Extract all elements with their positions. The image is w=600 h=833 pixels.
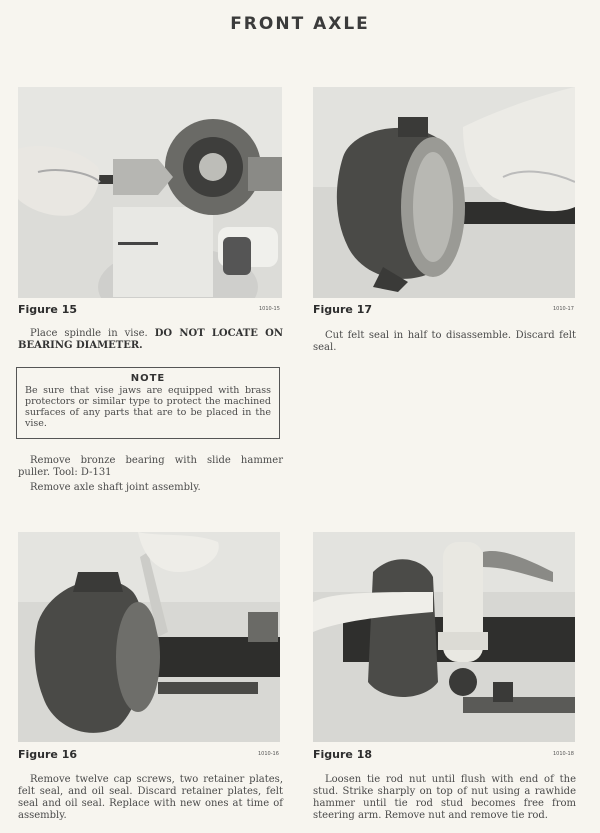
figure-15-intro: Place spindle in vise. [30,328,148,339]
page-title: FRONT AXLE [230,14,370,34]
figure-16-photo [18,532,280,742]
figure-18-photo [313,532,575,742]
figure-15-instruction [18,328,283,352]
figure-16-instruction [18,774,283,822]
figure-15-caption: Figure 15 [18,303,78,316]
figure-17-instruction [313,330,576,354]
figure-15-warning: DO NOT LOCATE ON BEARING DIAMETER. [18,328,283,351]
figure-15-step-1 [18,455,283,479]
figure-15-photo [18,87,282,298]
figure-15-step-2-text: Remove axle shaft joint assembly. [30,482,201,493]
note-box [16,367,280,439]
figure-16-caption: Figure 16 [18,748,78,761]
figure-17-photo [313,87,575,298]
figure-17-text: Cut felt seal in half to disassemble. Discard felt seal. [313,330,576,353]
figure-18-code: 1010-18 [553,751,574,757]
figure-18-instruction [313,774,576,822]
figure-16-text: Remove twelve cap screws, two retainer plates, felt seal, and oil seal. Discard retainer plates, felt seal and oil seal. Replace with new ones at time of assembly. [18,774,283,821]
note-title: NOTE [130,373,166,384]
figure-17-code: 1010-17 [553,306,574,312]
figure-15-code: 1010-15 [259,306,280,312]
figure-16-code: 1010-16 [258,751,279,757]
figure-15-step-2 [18,482,283,494]
note-text: Be sure that vise jaws are equipped with brass protectors or similar type to protect the machined surfaces of any parts that are to be placed in the vise. [25,385,271,429]
figure-15-step-1-text: Remove bronze bearing with slide hammer puller. Tool: D-131 [18,455,283,478]
figure-18-text: Loosen tie rod nut until flush with end of the stud. Strike sharply on top of nut using a rawhide hammer until tie rod stud becomes free from steering arm. Remove nut and remove tie rod. [313,774,576,821]
figure-17-caption: Figure 17 [313,303,373,316]
figure-18-caption: Figure 18 [313,748,373,761]
